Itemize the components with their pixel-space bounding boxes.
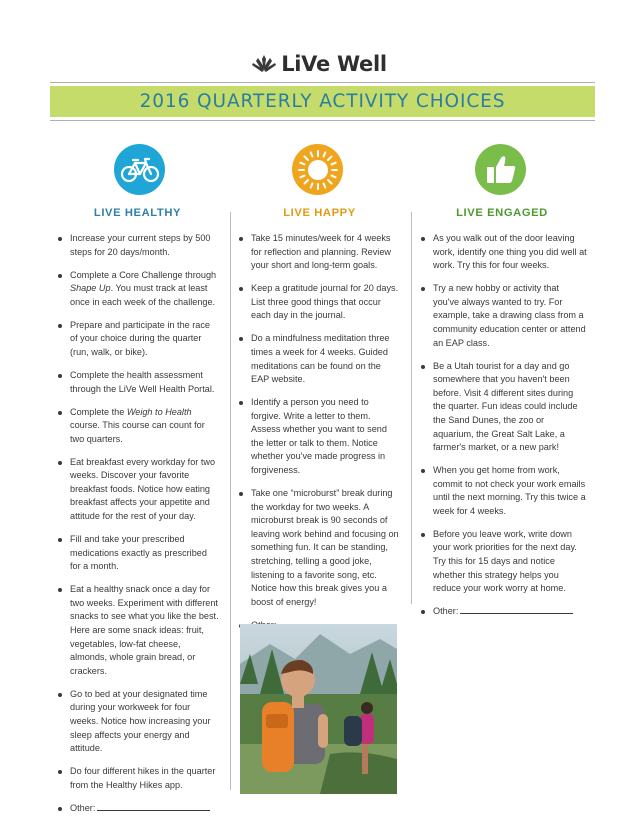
banner-bottom-rule bbox=[50, 120, 595, 121]
list-item: Before you leave work, write down your work priorities for the next day. Try this for 15 days and notice whether this strategy helps you reduce your work worry at home. bbox=[421, 528, 587, 596]
live-engaged-list bbox=[421, 232, 587, 628]
list-item: Try a new hobby or activity that you've always wanted to try. For example, take a drawing class from a community education center or attend an EAP class. bbox=[421, 282, 587, 350]
title-banner bbox=[50, 86, 595, 117]
list-item: Go to bed at your designated time during your workweek for four weeks. Notice how increasing your sleep affects your energy and attitude. bbox=[58, 688, 220, 756]
list-item: Prepare and participate in the race of your choice during the quarter (run, walk, or bike). bbox=[58, 319, 220, 360]
column-divider bbox=[230, 212, 231, 790]
list-item: Take one “microburst” break during the workday for two weeks. A microburst break is 90 seconds of leaving work behind and focusing on something fun. It can be standing, stretching, telling a good joke, listening to a favorite song, etc. Notice how this break gives you a boost of energy! bbox=[239, 487, 401, 609]
list-item: Identify a person you need to forgive. Write a letter to them. Assess whether you want to send the letter or talk to them. Notice whether you've made progress in forgiveness. bbox=[239, 396, 401, 478]
page-title: 2016 QUARTERLY ACTIVITY CHOICES bbox=[139, 91, 506, 112]
list-item: Eat breakfast every workday for two weeks. Discover your favorite breakfast foods. Notice how eating breakfast affects your appetite and attitude for the rest of your day. bbox=[58, 456, 220, 524]
logo bbox=[0, 52, 638, 78]
list-item: Keep a gratitude journal for 20 days. List three good things that occur each day in the journal. bbox=[239, 282, 401, 323]
list-item: Do a mindfulness meditation three times a week for 4 weeks. Guided meditations can be found on the EAP website. bbox=[239, 332, 401, 386]
other-blank-line[interactable] bbox=[460, 605, 573, 614]
list-item: Take 15 minutes/week for 4 weeks for reflection and planning. Review your short and long-term goals. bbox=[239, 232, 401, 273]
live-engaged-heading: LIVE ENGAGED bbox=[456, 207, 548, 219]
list-item: Complete a Core Challenge through Shape Up. You must track at least once in each week of the challenge. bbox=[58, 269, 220, 310]
live-happy-list bbox=[239, 232, 401, 642]
list-item: When you get home from work, commit to not check your work emails until the next morning. Try this twice a week for 4 weeks. bbox=[421, 464, 587, 518]
sun-icon bbox=[292, 144, 343, 195]
live-happy-heading: LIVE HAPPY bbox=[283, 207, 356, 219]
list-item: As you walk out of the door leaving work, identify one thing you did well at work. Try this for four weeks. bbox=[421, 232, 587, 273]
column-divider bbox=[411, 212, 412, 604]
list-item: Be a Utah tourist for a day and go somewhere that you haven't been before. Visit 4 different sites during the quarter. Fun ideas could include the Sand Dunes, the zoo or aquarium, the Great Salt Lake, a farmer's market, or a new park! bbox=[421, 360, 587, 455]
other-blank-line[interactable] bbox=[97, 802, 210, 811]
leaf-logo-icon bbox=[251, 55, 277, 73]
live-healthy-heading: LIVE HEALTHY bbox=[93, 207, 182, 219]
list-item: Increase your current steps by 500 steps for 20 days/month. bbox=[58, 232, 220, 259]
list-item: Complete the health assessment through the LiVe Well Health Portal. bbox=[58, 369, 220, 396]
list-item: Complete the Weigh to Health course. This course can count for two quarters. bbox=[58, 406, 220, 447]
list-item: Eat a healthy snack once a day for two weeks. Experiment with different snacks to see what you like the best. Here are some snack ideas: fruit, vegetables, low-fat cheese, almonds, whole grain bread, or crackers. bbox=[58, 583, 220, 678]
bicycle-icon bbox=[114, 144, 165, 195]
hiker-photo bbox=[240, 624, 397, 794]
live-healthy-list bbox=[58, 232, 220, 825]
list-item: Fill and take your prescribed medications exactly as prescribed for a month. bbox=[58, 533, 220, 574]
banner-top-rule bbox=[50, 82, 595, 83]
thumbs-up-icon bbox=[475, 144, 526, 195]
list-item: Do four different hikes in the quarter from the Healthy Hikes app. bbox=[58, 765, 220, 792]
brand-name: LiVe Well bbox=[281, 52, 387, 76]
other-item: Other: bbox=[58, 802, 220, 816]
other-item: Other: bbox=[421, 605, 587, 619]
